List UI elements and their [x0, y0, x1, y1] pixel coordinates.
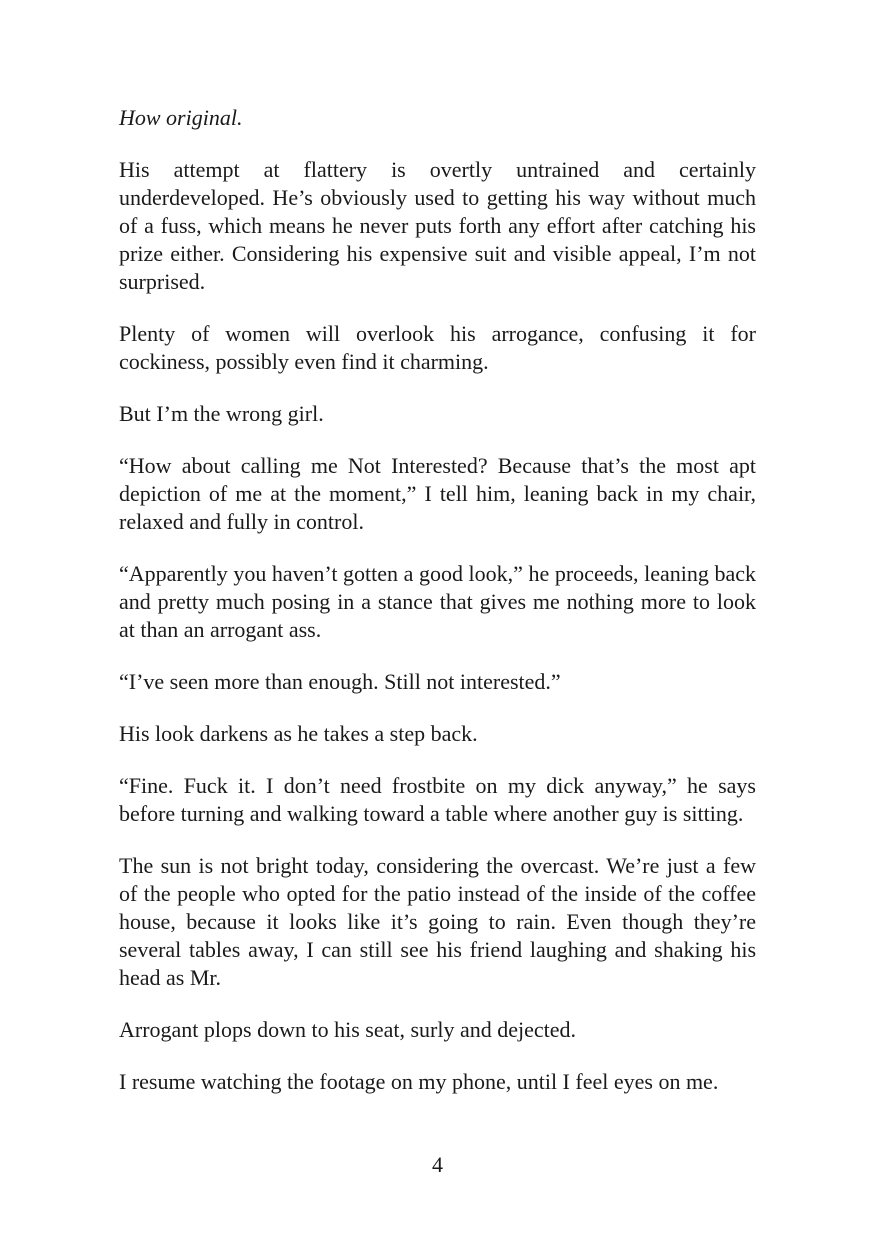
paragraph-12: I resume watching the footage on my phone, until I feel eyes on me.: [119, 1069, 719, 1094]
paragraph-10: The sun is not bright today, considering the overcast. We’re just a few of the people who opted for the patio instead of the inside of the coffee house, because it looks like it’s going to rain. Even though they’re several tables away, I can still see his friend laughing and shaking his head as Mr.: [119, 853, 756, 990]
paragraph-11: Arrogant plops down to his seat, surly and dejected.: [119, 1017, 577, 1042]
paragraph-6: “Apparently you haven’t gotten a good look,” he proceeds, leaning back and pretty much posing in a stance that gives me nothing more to look at than an arrogant ass.: [119, 561, 756, 642]
paragraph-1: How original.: [119, 105, 243, 130]
paragraph-8: His look darkens as he takes a step back.: [119, 721, 478, 746]
paragraph-4: But I’m the wrong girl.: [119, 401, 324, 426]
paragraph-7: “I’ve seen more than enough. Still not interested.”: [119, 669, 561, 694]
paragraph-2: His attempt at flattery is overtly untrained and certainly underdeveloped. He’s obviously used to getting his way without much of a fuss, which means he never puts forth any effort after catching his prize either. Considering his expensive suit and visible appeal, I’m not surprised.: [119, 157, 756, 294]
page-number: 4: [432, 1152, 443, 1177]
paragraph-3: Plenty of women will overlook his arrogance, confusing it for cockiness, possibly even find it charming.: [119, 321, 756, 374]
paragraph-5: “How about calling me Not Interested? Because that’s the most apt depiction of me at the moment,” I tell him, leaning back in my chair, relaxed and fully in control.: [119, 453, 756, 534]
paragraph-9: “Fine. Fuck it. I don’t need frostbite on my dick anyway,” he says before turning and walking toward a table where another guy is sitting.: [119, 773, 756, 826]
body-text: [119, 104, 756, 1120]
